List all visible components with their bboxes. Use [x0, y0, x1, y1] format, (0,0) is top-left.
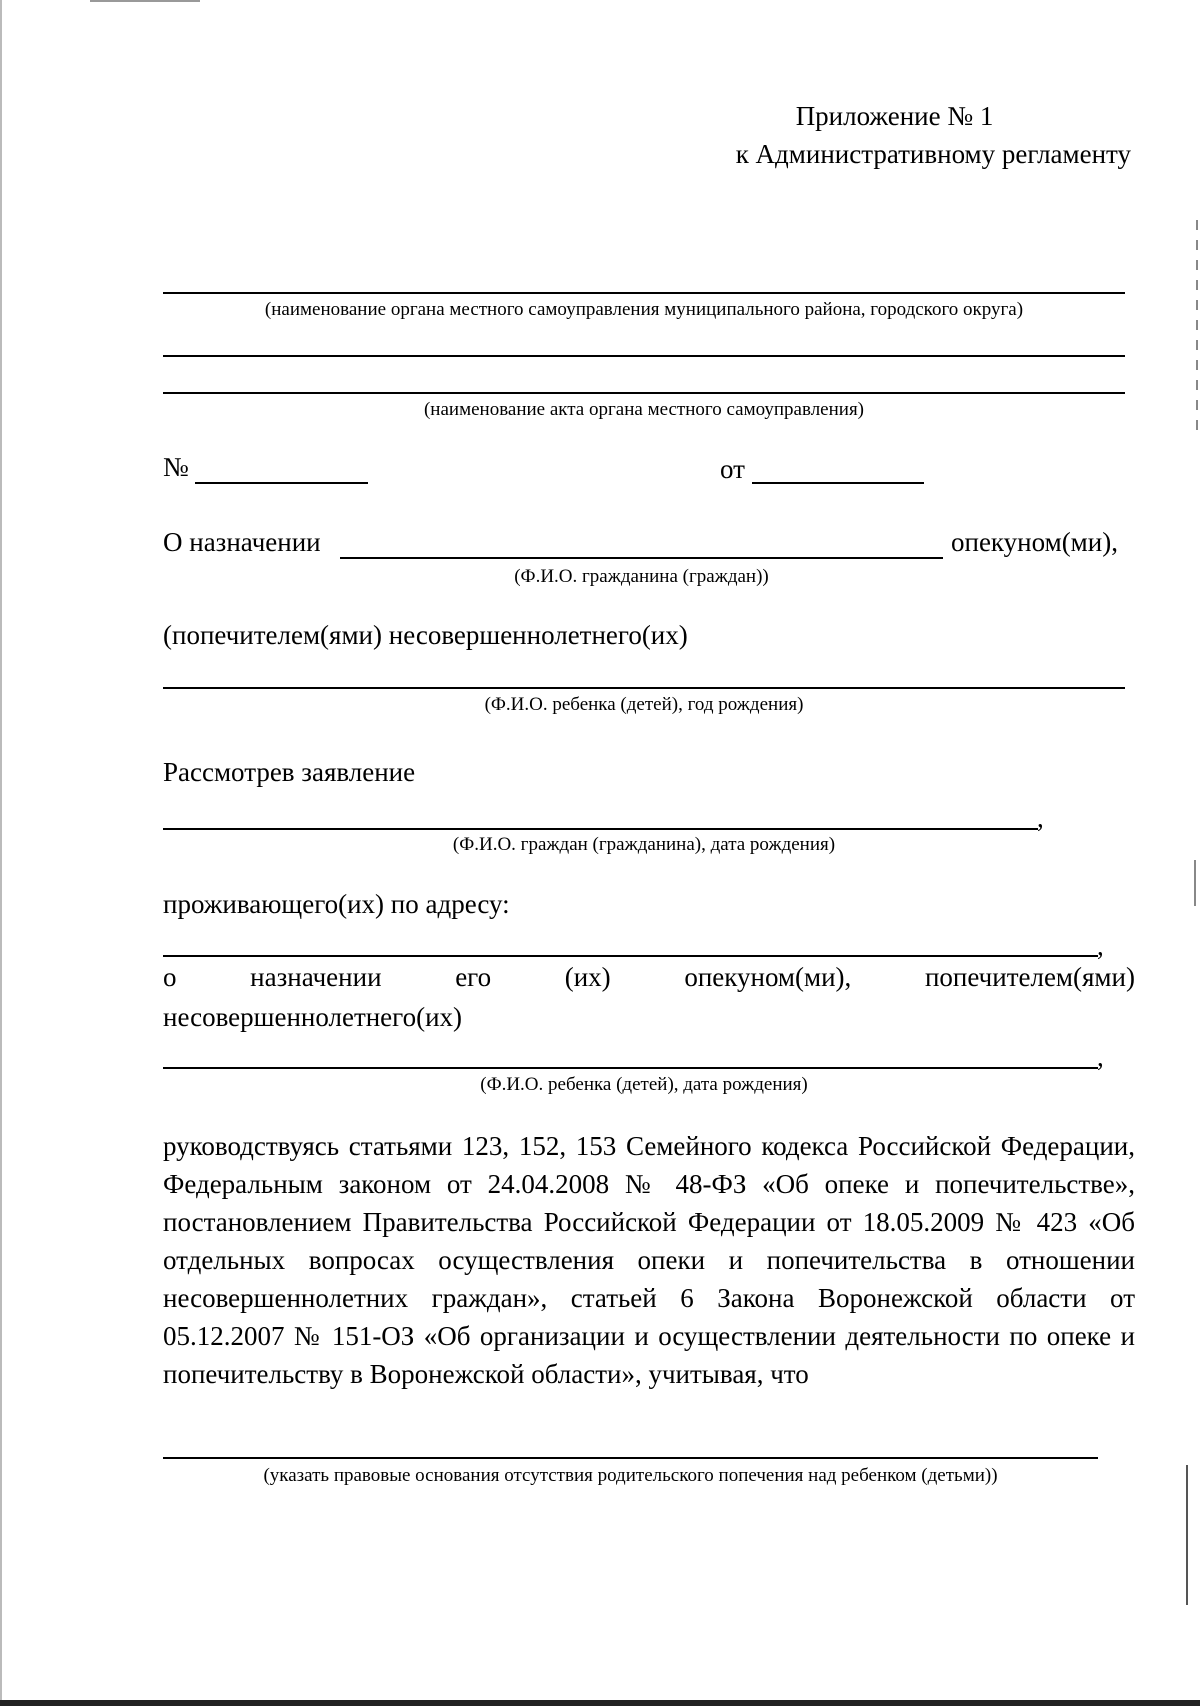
act-date-line	[752, 482, 924, 484]
act-name-line	[163, 392, 1125, 394]
about-appointing-line	[163, 962, 1135, 993]
citizen-name-line	[163, 828, 1038, 830]
guardian-name-caption: (Ф.И.О. гражданина (граждан))	[514, 566, 769, 587]
about-word: (их)	[564, 962, 611, 992]
scan-edge-right-mark	[1194, 860, 1196, 906]
appendix-reference: к Административному регламенту	[735, 139, 1131, 169]
residing-text: проживающего(их) по адресу:	[163, 889, 510, 919]
comma-2: ,	[1097, 931, 1104, 961]
considered-text: Рассмотрев заявление	[163, 757, 416, 787]
child-name-date-caption: (Ф.И.О. ребенка (детей), дата рождения)	[480, 1074, 808, 1095]
appointment-suffix: опекуном(ми),	[951, 527, 1118, 557]
act-number-label: №	[163, 452, 189, 482]
scan-top-marks	[90, 0, 200, 2]
scan-edge-left	[0, 0, 2, 1706]
appendix-header	[736, 97, 1131, 173]
about-word: его	[455, 962, 492, 992]
appointment-line2: (попечителем(ями) несовершеннолетнего(их)	[163, 620, 688, 650]
about-word: опекуном(ми),	[684, 962, 852, 992]
appendix-number: Приложение № 1	[795, 101, 994, 131]
act-date-label: от	[720, 454, 745, 484]
comma-3: ,	[1097, 1042, 1104, 1072]
child-name-line	[163, 687, 1125, 689]
scan-edge-right-dashes	[1196, 220, 1198, 440]
about-word: попечителем(ями)	[924, 962, 1135, 992]
about-word: о	[163, 962, 177, 992]
legal-grounds-line	[163, 1457, 1098, 1459]
child-name-year-caption: (Ф.И.О. ребенка (детей), год рождения)	[484, 694, 804, 715]
legal-grounds-caption: (указать правовые основания отсутствия родительского попечения над ребенком (детьми))	[263, 1465, 998, 1486]
act-name-caption: (наименование акта органа местного самоуправления)	[423, 399, 865, 420]
organ-name-line-2	[163, 355, 1125, 357]
scan-edge-right-lower	[1186, 1465, 1188, 1605]
organ-name-caption: (наименование органа местного самоуправления муниципального района, городского округа)	[264, 299, 1024, 320]
citizen-name-birth-caption: (Ф.И.О. граждан (гражданина), дата рождения)	[452, 834, 836, 855]
about-word: назначении	[250, 962, 382, 992]
organ-name-line	[163, 292, 1125, 294]
appointment-prefix: О назначении	[163, 527, 321, 557]
scan-bottom-edge	[0, 1700, 1200, 1706]
legal-basis-paragraph: руководствуясь статьями 123, 152, 153 Семейного кодекса Российской Федерации, Федеральным законом от 24.04.2008 № 48-ФЗ «Об опеке и попечительстве», постановлением Правительства Российской Федерации от 18.05.2009 № 423 «Об отдельных вопросах осуществления опеки и попечительства в отношении несовершеннолетних граждан», статьей 6 Закона Воронежской области от 05.12.2007 № 151-ОЗ «Об организации и осуществлении деятельности по опеке и попечительству в Воронежской области», учитывая, что	[163, 1131, 1135, 1389]
act-number-line	[195, 482, 368, 484]
guardian-name-line	[340, 557, 943, 559]
comma-1: ,	[1037, 803, 1044, 833]
about-appointing-line2: несовершеннолетнего(их)	[163, 1002, 463, 1032]
address-line	[163, 955, 1098, 957]
child-name-date-line	[163, 1067, 1098, 1069]
